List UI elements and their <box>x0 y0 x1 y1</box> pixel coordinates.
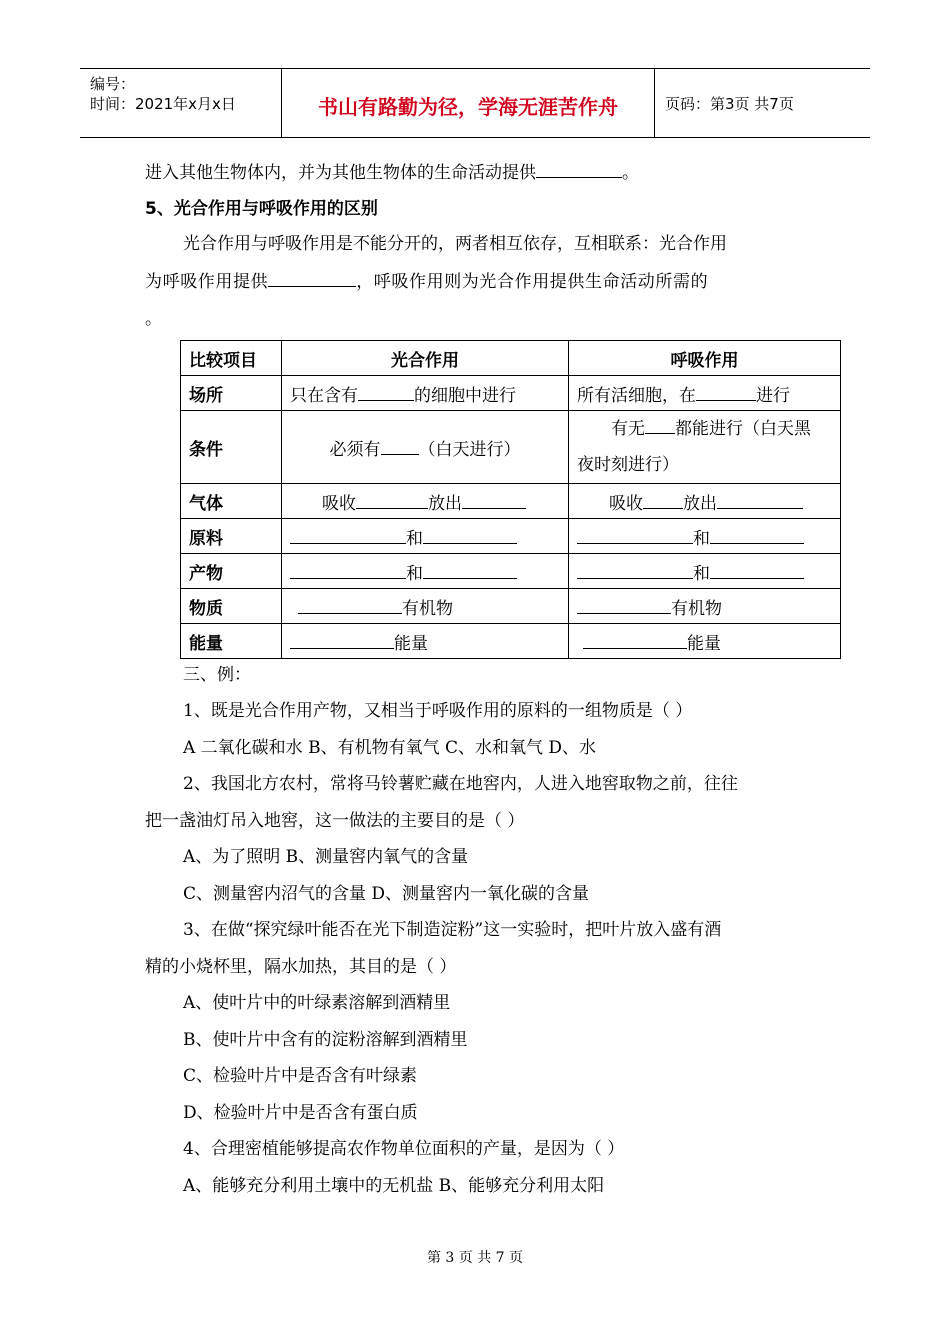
serial-label: 编号： <box>90 75 136 93</box>
fill-blank <box>645 417 675 434</box>
table-cell <box>569 484 841 519</box>
para-line-1: 光合作用与呼吸作用是不能分开的，两者相互依存，互相联系：光合作用 <box>183 234 727 254</box>
row-label: 产物 <box>181 554 282 589</box>
header-info-cell <box>80 69 282 137</box>
table-cell <box>282 589 569 624</box>
intro-line-1-text: 进入其他生物体内，并为其他生物体的生命活动提供 <box>145 163 536 183</box>
cell-text: 放出 <box>428 493 462 514</box>
table-cell <box>282 411 569 484</box>
fill-blank <box>577 527 693 544</box>
cell-text: 所有活细胞，在 <box>577 385 696 406</box>
cell-text: 吸收 <box>609 493 643 514</box>
date-label: 时间：2021年x月x日 <box>90 95 236 113</box>
fill-blank <box>696 384 756 401</box>
page-number-label: 页码：第3页 共7页 <box>665 95 794 113</box>
fill-blank <box>643 492 683 509</box>
page-header <box>80 68 870 138</box>
para-line-2-text: 为呼吸作用提供 <box>145 272 269 292</box>
question-1: 1、既是光合作用产物，又相当于呼吸作用的原料的一组物质是（ ） <box>183 701 693 721</box>
row-label: 场所 <box>181 376 282 411</box>
table-cell <box>282 554 569 589</box>
cell-text: 吸收 <box>322 493 356 514</box>
question-3-line-1: 3、在做“探究绿叶能否在光下制造淀粉”这一实验时，把叶片放入盛有酒 <box>183 920 722 940</box>
section-5-title: 5、光合作用与呼吸作用的区别 <box>145 199 378 219</box>
cell-text: 和 <box>693 563 710 584</box>
table-cell <box>569 624 841 659</box>
cell-text: 必须有 <box>329 439 381 460</box>
question-4: 4、合理密植能够提高农作物单位面积的产量，是因为（ ） <box>183 1139 625 1159</box>
fill-blank <box>462 492 526 509</box>
table-row-gas <box>181 484 841 519</box>
para-line-2 <box>145 270 708 293</box>
fill-blank <box>583 632 687 649</box>
fill-blank <box>381 438 419 455</box>
table-cell <box>282 519 569 554</box>
intro-line-1-end: 。 <box>622 163 639 183</box>
fill-blank <box>717 492 803 509</box>
row-label: 条件 <box>181 411 282 484</box>
cell-text: （白天进行） <box>418 439 521 460</box>
row-label: 物质 <box>181 589 282 624</box>
row-label: 原料 <box>181 519 282 554</box>
cell-text: 有机物 <box>402 598 453 619</box>
table-cell <box>569 589 841 624</box>
intro-line-1 <box>145 161 639 184</box>
table-row-energy <box>181 624 841 659</box>
fill-blank <box>423 527 517 544</box>
row-label: 能量 <box>181 624 282 659</box>
examples-title: 三、例： <box>183 665 251 685</box>
fill-blank <box>268 270 356 287</box>
table-row-matter <box>181 589 841 624</box>
fill-blank <box>290 527 406 544</box>
cell-text: 和 <box>406 563 423 584</box>
row-label: 气体 <box>181 484 282 519</box>
table-header-row <box>181 341 841 376</box>
para-line-2-end: ，呼吸作用则为光合作用提供生命活动所需的 <box>356 272 709 292</box>
fill-blank <box>358 384 414 401</box>
para-line-3: 。 <box>145 309 162 329</box>
cell-text: 只在含有 <box>290 385 358 406</box>
table-row-condition <box>181 411 841 484</box>
question-3-option-c: C、检验叶片中是否含有叶绿素 <box>183 1066 418 1086</box>
fill-blank <box>290 562 406 579</box>
header-cell-photosynthesis: 光合作用 <box>282 341 569 376</box>
question-3-option-b: B、使叶片中含有的淀粉溶解到酒精里 <box>183 1030 468 1050</box>
question-2-line-2: 把一盏油灯吊入地窖，这一做法的主要目的是（ ） <box>145 811 525 831</box>
question-3-option-d: D、检验叶片中是否含有蛋白质 <box>183 1103 418 1123</box>
cell-text: 和 <box>693 528 710 549</box>
question-2-options-cd: C、测量窖内沼气的含量 D、测量窖内一氧化碳的含量 <box>183 884 590 904</box>
cell-text: 的细胞中进行 <box>414 385 516 406</box>
table-cell <box>282 376 569 411</box>
table-cell <box>569 519 841 554</box>
table-row-place <box>181 376 841 411</box>
header-page-cell <box>655 69 870 137</box>
table-cell <box>569 376 841 411</box>
table-cell <box>569 554 841 589</box>
table-cell <box>569 411 841 484</box>
fill-blank <box>577 597 671 614</box>
question-2-line-1: 2、我国北方农村，常将马铃薯贮藏在地窖内，人进入地窖取物之前，往往 <box>183 774 738 794</box>
question-3-line-2: 精的小烧杯里，隔水加热，其目的是（ ） <box>145 957 457 977</box>
page-footer: 第 3 页 共 7 页 <box>426 1250 524 1266</box>
fill-blank <box>290 632 394 649</box>
question-2-options-ab: A、为了照明 B、测量窖内氧气的含量 <box>183 847 469 867</box>
header-cell-item: 比较项目 <box>181 341 282 376</box>
table-cell <box>282 624 569 659</box>
question-3-option-a: A、使叶片中的叶绿素溶解到酒精里 <box>183 993 451 1013</box>
motto-text: 书山有路勤为径，学海无涯苦作舟 <box>318 95 618 119</box>
cell-text: 和 <box>406 528 423 549</box>
question-1-options: A 二氧化碳和水 B、有机物有氧气 C、水和氧气 D、水 <box>183 738 597 758</box>
cell-text: 有机物 <box>671 598 722 619</box>
table-row-product <box>181 554 841 589</box>
cell-text-line-2: 夜时刻进行） <box>577 455 679 475</box>
table-row-raw-material <box>181 519 841 554</box>
cell-text: 都能进行（白天黑 <box>675 419 811 439</box>
cell-text: 放出 <box>683 493 717 514</box>
fill-blank <box>536 161 622 178</box>
cell-text: 进行 <box>756 385 790 406</box>
comparison-table <box>180 340 841 659</box>
fill-blank <box>710 562 804 579</box>
fill-blank <box>423 562 517 579</box>
question-4-options-ab: A、能够充分利用土壤中的无机盐 B、能够充分利用太阳 <box>183 1176 605 1196</box>
table-cell <box>282 484 569 519</box>
fill-blank <box>356 492 428 509</box>
header-cell-respiration: 呼吸作用 <box>569 341 841 376</box>
header-motto-cell <box>282 69 655 137</box>
cell-text: 有无 <box>611 419 645 439</box>
fill-blank <box>710 527 804 544</box>
cell-text: 能量 <box>394 633 428 654</box>
fill-blank <box>298 597 402 614</box>
fill-blank <box>577 562 693 579</box>
cell-text: 能量 <box>687 633 721 654</box>
